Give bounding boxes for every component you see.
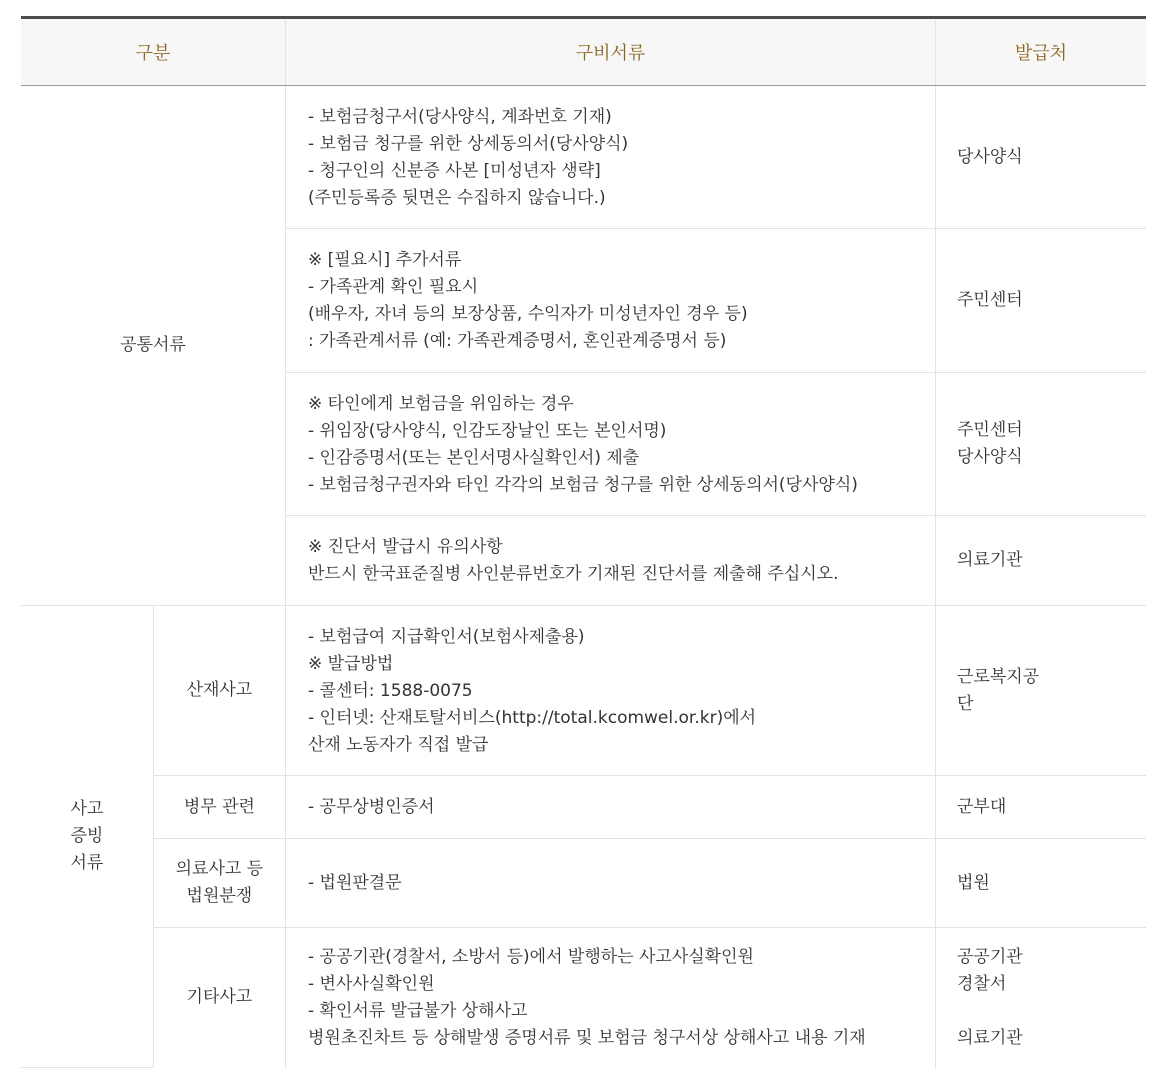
document-line: : 가족관계서류 (예: 가족관계증명서, 혼인관계증명서 등) xyxy=(308,331,727,351)
subcategory-line: 기타사고 xyxy=(186,987,253,1008)
document-line: - 보험금청구권자와 타인 각각의 보험금 청구를 위한 상세동의서(당사양식) xyxy=(308,474,858,495)
subcategory-cell xyxy=(153,606,285,776)
documents-cell xyxy=(286,928,936,1068)
document-line: (배우자, 자녀 등의 보장상품, 수익자가 미성년자인 경우 등) xyxy=(308,304,748,324)
document-line: 병원초진차트 등 상해발생 증명서류 및 보험금 청구서상 상해사고 내용 기재 xyxy=(308,1028,866,1049)
table-row xyxy=(21,86,1146,229)
document-line: ※ 발급방법 xyxy=(308,653,394,674)
documents-cell xyxy=(286,516,936,606)
issuer-line: 경찰서 xyxy=(957,973,1007,994)
claim-documents-table xyxy=(21,16,1146,1068)
table-row xyxy=(21,606,1146,776)
category-line: 사고 xyxy=(70,799,104,819)
issuer-line: 의료기관 xyxy=(957,1027,1023,1048)
table-row xyxy=(21,839,1146,928)
document-line: - 보험급여 지급확인서(보험사제출용) xyxy=(308,626,585,647)
document-line: 반드시 한국표준질병 사인분류번호가 기재된 진단서를 제출해 주십시오. xyxy=(308,564,839,584)
documents-cell xyxy=(286,776,936,839)
category-line: 서류 xyxy=(70,853,104,873)
documents-cell xyxy=(286,229,936,373)
table-row xyxy=(21,776,1146,839)
header-issuer: 발급처 xyxy=(936,18,1147,86)
category-accident xyxy=(21,606,153,1068)
issuer-cell xyxy=(936,516,1147,606)
issuer-line: 근로복지공 xyxy=(957,666,1040,687)
issuer-line: 주민센터 xyxy=(957,290,1023,310)
documents-cell xyxy=(286,373,936,516)
document-line: - 인감증명서(또는 본인서명사실확인서) 제출 xyxy=(308,447,640,468)
table-row xyxy=(21,928,1146,1068)
document-line: - 청구인의 신분증 사본 [미성년자 생략] xyxy=(308,160,601,181)
header-documents: 구비서류 xyxy=(286,18,936,86)
subcategory-line: 산재사고 xyxy=(186,680,253,700)
issuer-line: 군부대 xyxy=(957,796,1007,817)
header-category: 구분 xyxy=(21,18,286,86)
document-line: 산재 노동자가 직접 발급 xyxy=(308,734,489,755)
document-line: (주민등록증 뒷면은 수집하지 않습니다.) xyxy=(308,187,606,208)
document-line: - 보험금 청구를 위한 상세동의서(당사양식) xyxy=(308,133,629,154)
issuer-cell xyxy=(936,839,1147,928)
document-line: ※ 타인에게 보험금을 위임하는 경우 xyxy=(308,393,574,414)
subcategory-line: 의료사고 등 xyxy=(175,859,264,879)
issuer-line: 당사양식 xyxy=(957,447,1023,467)
issuer-line: 법원 xyxy=(957,872,990,893)
table-header-row xyxy=(21,18,1146,86)
issuer-line: 의료기관 xyxy=(957,550,1023,570)
document-line: - 공공기관(경찰서, 소방서 등)에서 발행하는 사고사실확인원 xyxy=(308,947,754,968)
documents-cell xyxy=(286,839,936,928)
subcategory-line: 법원분쟁 xyxy=(186,886,253,906)
document-line: - 위임장(당사양식, 인감도장날인 또는 본인서명) xyxy=(308,420,667,441)
category-common: 공통서류 xyxy=(21,86,286,606)
issuer-line: 공공기관 xyxy=(957,946,1023,967)
issuer-cell xyxy=(936,928,1147,1068)
issuer-cell xyxy=(936,373,1147,516)
subcategory-line: 병무 관련 xyxy=(183,796,255,817)
documents-cell xyxy=(286,86,936,229)
document-line: - 확인서류 발급불가 상해사고 xyxy=(308,1001,528,1022)
claim-documents-table-wrapper xyxy=(21,16,1146,1068)
issuer-cell xyxy=(936,229,1147,373)
issuer-line: 당사양식 xyxy=(957,146,1023,167)
document-line: ※ [필요시] 추가서류 xyxy=(308,250,462,270)
issuer-cell xyxy=(936,86,1147,229)
document-line: - 가족관계 확인 필요시 xyxy=(308,277,479,297)
document-line: - 공무상병인증서 xyxy=(308,797,435,817)
document-line: - 인터넷: 산재토탈서비스(http://total.kcomwel.or.kr)에서 xyxy=(308,707,757,728)
category-line: 증빙 xyxy=(70,826,104,846)
subcategory-cell xyxy=(153,776,285,839)
issuer-cell xyxy=(936,606,1147,776)
documents-cell xyxy=(286,606,936,776)
document-line: - 콜센터: 1588-0075 xyxy=(308,680,473,701)
issuer-spacer xyxy=(957,998,1126,1025)
subcategory-cell xyxy=(153,839,285,928)
document-line: - 변사사실확인원 xyxy=(308,974,435,995)
issuer-line: 단 xyxy=(957,693,974,714)
document-line: - 보험금청구서(당사양식, 계좌번호 기재) xyxy=(308,106,612,127)
document-line: - 법원판결문 xyxy=(308,873,402,893)
subcategory-cell xyxy=(153,928,285,1068)
document-line: ※ 진단서 발급시 유의사항 xyxy=(308,537,503,557)
issuer-cell xyxy=(936,776,1147,839)
issuer-line: 주민센터 xyxy=(957,420,1023,440)
